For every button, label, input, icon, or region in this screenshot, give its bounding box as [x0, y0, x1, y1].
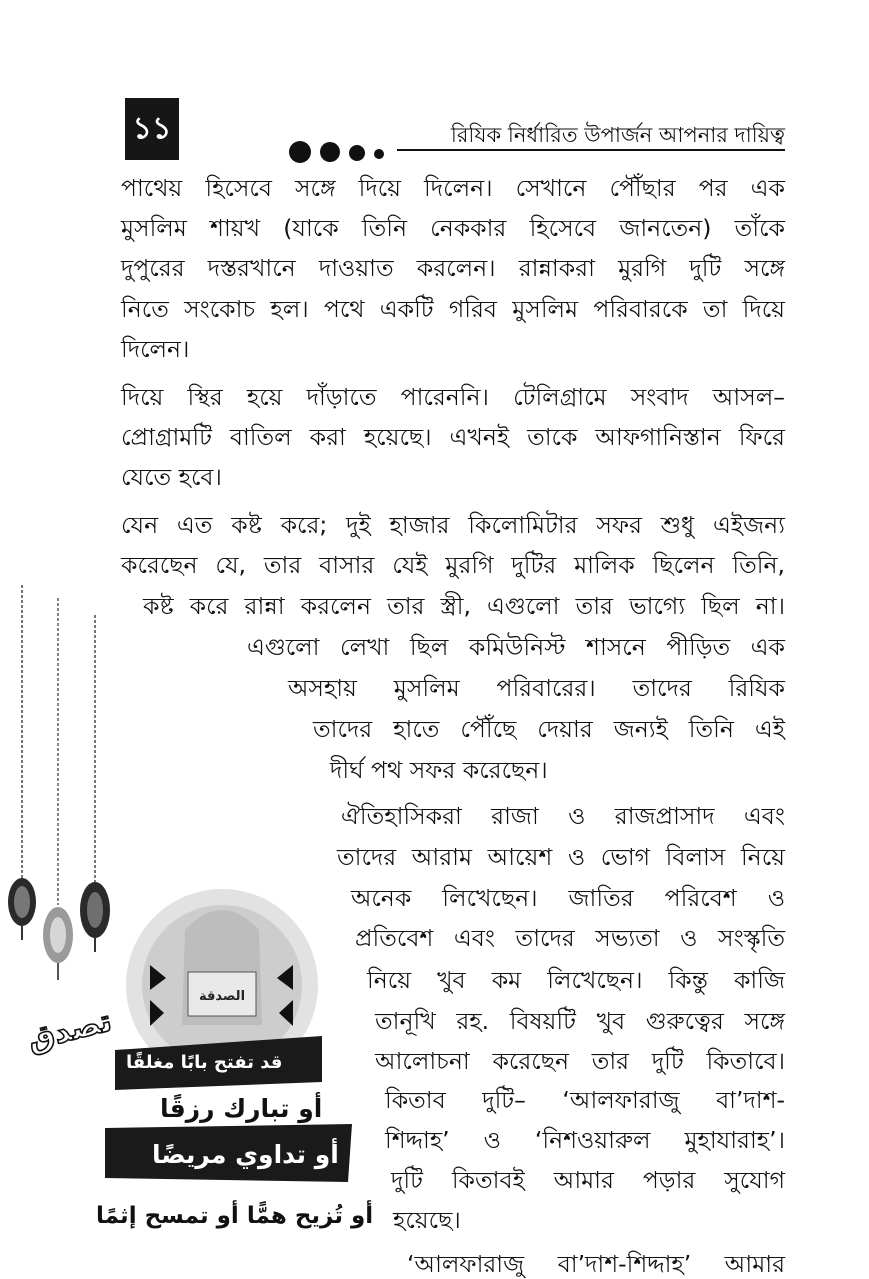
- banner-text: أو تُزيح همًّا أو تمسح إثمًا: [96, 1203, 374, 1229]
- word-mark: تصدق: [24, 1003, 116, 1059]
- body-line: যেন এত কষ্ট করে; দুই হাজার কিলোমিটার সফর শুধু এইজন্য: [121, 511, 785, 539]
- header-rule: [397, 149, 785, 151]
- body-line: অনেক লিখেছেন। জাতির পরিবেশ ও: [351, 884, 785, 912]
- body-line: কিতাব দুটি– ‘আলফারাজু বা’দাশ-: [385, 1086, 785, 1114]
- body-line: কষ্ট করে রান্না করলেন তার স্ত্রী, এগুলো তার ভাগ্যে ছিল না।: [143, 592, 785, 620]
- body-line: আলোচনা করেছেন তার দুটি কিতাবে।: [375, 1047, 785, 1075]
- body-line: নিয়ে খুব কম লিখেছেন। কিন্তু কাজি: [367, 966, 785, 994]
- body-line: দুপুরের দস্তরখানে দাওয়াত করলেন। রান্নাকরা মুরগি দুটি সঙ্গে: [121, 254, 785, 282]
- body-line: তাদের আরাম আয়েশ ও ভোগ বিলাস নিয়ে: [337, 843, 785, 871]
- body-line: তাদের হাতে পৌঁছে দেয়ার জন্যই তিনি এই: [313, 715, 785, 743]
- body-line: অসহায় মুসলিম পরিবারের। তাদের রিযিক: [288, 674, 785, 702]
- body-line: এগুলো লেখা ছিল কমিউনিস্ট শাসনে পীড়িত এক: [247, 633, 785, 661]
- body-line: দীর্ঘ পথ সফর করেছেন।: [330, 756, 548, 784]
- body-line: প্রোগ্রামটি বাতিল করা হয়েছে। এখনই তাকে আফগানিস্তান ফিরে: [121, 423, 785, 451]
- body-line: মুসলিম শায়খ (যাকে তিনি নেককার হিসেবে জানতেন) তাঁকে: [121, 214, 785, 242]
- body-line: প্রতিবেশ এবং তাদের সভ্যতা ও সংস্কৃতি: [355, 924, 785, 952]
- body-line: দিয়ে স্থির হয়ে দাঁড়াতে পারেননি। টেলিগ্রামে সংবাদ আসল–: [121, 383, 785, 411]
- body-line: দুটি কিতাবই আমার পড়ার সুযোগ: [391, 1166, 785, 1194]
- body-line: শিদ্দাহ’ ও ‘নিশওয়ারুল মুহাযারাহ’।: [385, 1126, 785, 1154]
- body-line: নিতে সংকোচ হল। পথে একটি গরিব মুসলিম পরিবারকে তা দিয়ে: [121, 295, 785, 323]
- banner-text: أو تداوي مريضًا: [152, 1140, 339, 1169]
- body-line: যেতে হবে।: [121, 463, 222, 491]
- banner-text: أو تبارك رزقًا: [160, 1094, 323, 1123]
- body-line: হয়েছে।: [393, 1206, 461, 1234]
- lantern-icon: [43, 907, 73, 980]
- body-line: করেছেন যে, তার বাসার যেই মুরগি দুটির মালিক ছিলেন তিনি,: [121, 551, 785, 579]
- running-title: রিযিক নির্ধারিত উপার্জন আপনার দায়িত্ব: [450, 123, 785, 147]
- body-line: তানূখি রহ. বিষয়টি খুব গুরুত্বের সঙ্গে: [375, 1007, 785, 1035]
- seal-label: الصدقة: [198, 989, 246, 1004]
- lantern-icon: [80, 882, 110, 952]
- lantern-icon: [8, 878, 36, 940]
- body-line: পাথেয় হিসেবে সঙ্গে দিয়ে দিলেন। সেখানে পৌঁছার পর এক: [121, 174, 785, 202]
- banner-text: قد تفتح بابًا مغلقًا: [126, 1052, 283, 1073]
- body-line: ঐতিহাসিকরা রাজা ও রাজপ্রাসাদ এবং: [341, 802, 785, 830]
- body-line: দিলেন।: [121, 335, 190, 363]
- body-line: ‘আলফারাজু বা’দাশ-শিদ্দাহ’ আমার: [407, 1250, 785, 1278]
- page-number: ১১: [125, 98, 179, 160]
